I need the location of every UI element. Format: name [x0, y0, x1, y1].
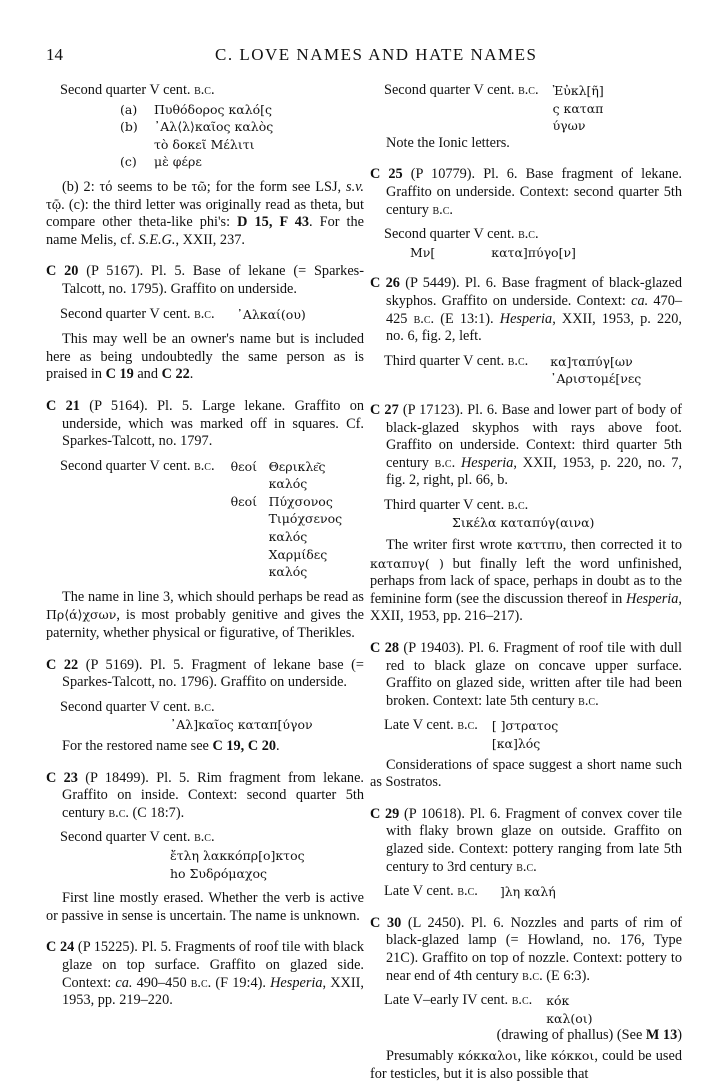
- entry-c24: C 24 (P 15225). Pl. 5. Fragments of roof tile with black glaze on top surface. Graffito on glazed side. Context: ca. 490–450 b.c. (F 19:4). Hesperia, XXII, 1953, pp. 219–220.: [46, 939, 364, 1009]
- entry-c23: C 23 (P 18499). Pl. 5. Rim fragment from lekane. Graffito on inside. Context: second quarter 5th century b.c. (C 18:7).: [46, 769, 364, 821]
- top-inscription: [46, 101, 364, 171]
- entry-c20: C 20 (P 5167). Pl. 5. Base of lekane (= Sparkes-Talcott, no. 1795). Graffito on underside.: [46, 263, 365, 297]
- entry-c29: C 29 (P 10618). Pl. 6. Fragment of convex cover tile with flaky brown glaze on outside. Graffito on glazed side. Context: pottery ranging from late 5th century to 3rd century b.c.: [370, 805, 682, 875]
- line-label: (c): [120, 154, 137, 170]
- running-title: C. LOVE NAMES AND HATE NAMES: [215, 45, 538, 64]
- greek-line: τὸ δοκεῖ Μέλιτι: [154, 136, 255, 152]
- entry-c28: C 28 (P 19403). Pl. 6. Fragment of roof tile with dull red to black glaze on concave upper surface. Graffito on glazed side, written after tile had been broken. Context: late 5th century b.c.: [370, 640, 682, 709]
- right-top-inscription: Second quarter V cent. b.c. Ἐὐκλ[ῆ] ς καταπ ύγων: [384, 82, 604, 134]
- c23-date: Second quarter V cent. b.c.: [60, 829, 215, 846]
- c28-inscription: Late V cent. b.c. [ ]στρατος [κα]λός: [384, 717, 559, 751]
- left-column: [46, 82, 364, 1010]
- c23-greek: ἔτλη λακκόπρ[ο]κτος ho Συδρόμαχος: [170, 847, 305, 881]
- entry-c25: C 25 (P 10779). Pl. 6. Base fragment of lekane. Graffito on underside. Context: second quarter 5th century b.c.: [370, 166, 682, 218]
- line-label: (b): [120, 119, 138, 135]
- entry-c22: C 22 (P 5169). Pl. 5. Fragment of lekane base (= Sparkes-Talcott, no. 1796). Graffito on underside.: [46, 656, 364, 691]
- line-label: [120, 136, 154, 154]
- c25-greek: Μν[ κατα]πύγο[ν]: [410, 244, 576, 260]
- right-column: [370, 82, 682, 1083]
- entry-c27: C 27 (P 17123). Pl. 6. Base and lower part of body of black-glazed skyphos with rays above foot. Graffito on underside. Context: third quarter 5th century b.c. Hesperia, XXII, 1953, p. 220, no. 7, fig. 2, right, pl. 66, b.: [370, 401, 682, 489]
- right-top-note: Note the Ionic letters.: [386, 134, 510, 151]
- c21-note: The name in line 3, which should perhaps be read as Πρ⟨ά⟩χσων, is most probably genitive and gives the paternity, whether physical or figurative, of Therikles.: [46, 588, 364, 642]
- page-header: [0, 46, 725, 70]
- entry-c30: C 30 (L 2450). Pl. 6. Nozzles and parts of rim of black-glazed lamp (= Howland, no. 176, Type 21C). Graffito on top of nozzle. Context: pottery to near end of 4th century b.c. (E 6:3).: [370, 914, 682, 984]
- greek-line: Πυθόδορος καλό[ς: [154, 101, 273, 117]
- top-date: Second quarter V cent. b.c.: [60, 82, 215, 98]
- c21-inscription: Second quarter V cent. b.c. θεοί Θερικλε͂ς καλός θεοί Πύχσονος Τιμόχσενος καλός Χαρμίδες καλός: [60, 457, 343, 580]
- greek-line: ᾿Αλ⟨λ⟩καῖος καλὸς: [154, 119, 274, 135]
- greek-line: μὲ φέρε: [154, 154, 202, 170]
- c26-inscription: Third quarter V cent. b.c. κα]ταπύγ[ων ᾿Αριστομέ[νες: [384, 352, 642, 387]
- c27-date: Third quarter V cent. b.c.: [384, 496, 529, 513]
- c29-inscription: Late V cent. b.c. ]λη καλή: [384, 883, 556, 900]
- entry-c21: C 21 (P 5164). Pl. 5. Large lekane. Graffito on underside, which was marked off in squares. Cf. Sparkes-Talcott, no. 1797.: [46, 397, 365, 450]
- c30-note: Presumably κόκκαλοι, like κόκκοι, could be used for testicles, but it is also possible that: [370, 1047, 682, 1082]
- top-note: (b) 2: τό seems to be τῶ; for the form see LSJ, s.v. τῷ. (c): the third letter was originally read as theta, but compare other theta-like phi's: D 15, F 43. For the name Melis, cf. S.E.G., XXII, 237.: [46, 178, 364, 248]
- c20-inscription: Second quarter V cent. b.c. ᾿Αλκαί(ου): [60, 305, 306, 322]
- c25-date: Second quarter V cent. b.c.: [384, 226, 539, 243]
- c28-note: Considerations of space suggest a short name such as Sostratos.: [370, 756, 682, 791]
- c27-note: The writer first wrote καττπυ, then corrected it to καταπυγ( ) but finally left the word unfinished, perhaps from lack of space, perhaps in doubt as to the feminine form (see the discussion thereof in Hesperia, XXII, 1953, pp. 216–217).: [370, 537, 682, 625]
- c20-note: This may well be an owner's name but is included here as being undoubtedly the same person as is praised in C 19 and C 22.: [46, 331, 364, 383]
- c22-date: Second quarter V cent. b.c.: [60, 698, 215, 715]
- c22-note: For the restored name see C 19, C 20.: [62, 738, 280, 754]
- c22-greek: ᾿Αλ]καῖος καταπ[ύγον: [170, 717, 313, 733]
- page-number: 14: [46, 45, 63, 64]
- c30-inscription: Late V–early IV cent. b.c. κόκ καλ(οι): [384, 992, 593, 1026]
- line-label: (a): [120, 101, 138, 117]
- c27-greek: Σικέλα καταπύγ(αινα): [452, 515, 595, 531]
- entry-c26: C 26 (P 5449). Pl. 6. Base fragment of black-glazed skyphos. Graffito on underside. Context: ca. 470–425 b.c. (E 13:1). Hesperia, XXII, 1953, p. 220, no. 6, fig. 2, left.: [370, 275, 682, 345]
- c30-drawing-caption: (drawing of phallus) (See M 13): [496, 1027, 682, 1044]
- c23-note: First line mostly erased. Whether the verb is active or passive in sense is uncertain. The name is unknown.: [46, 890, 364, 924]
